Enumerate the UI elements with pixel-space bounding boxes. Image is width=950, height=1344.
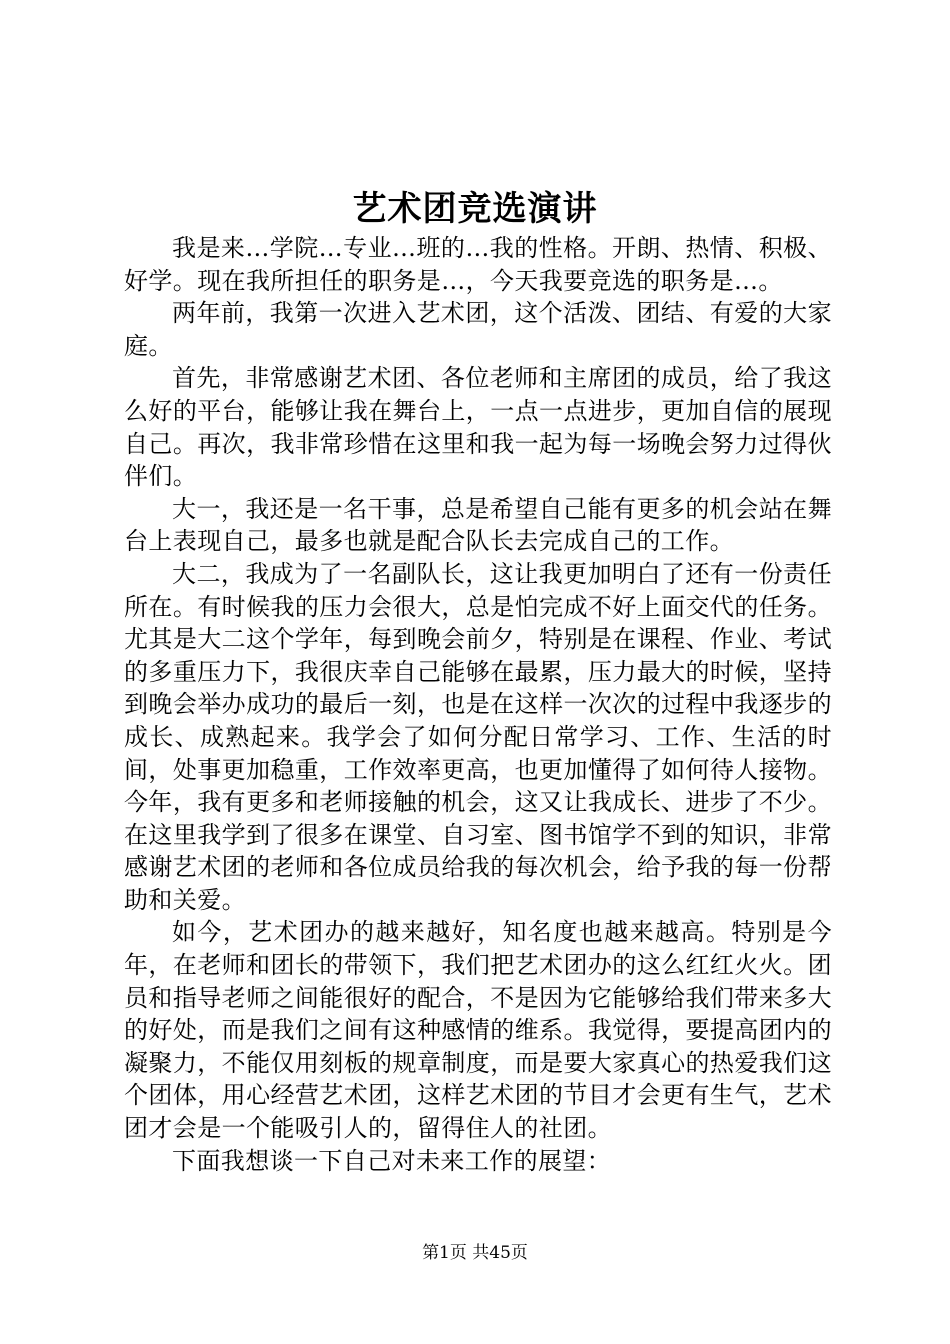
paragraph-nowadays: 如今，艺术团办的越来越好，知名度也越来越高。特别是今年，在老师和团长的带领下，我们把艺术团办的这么红红火火。团员和指导老师之间能很好的配合，不是因为它能够给我们带来多大的好处，而是我们之间有这种感情的维系。我觉得，要提高团内的凝聚力，不能仅用刻板的规章制度，而是要大家真心的热爱我们这个团体，用心经营艺术团，这样艺术团的节目才会更有生气，艺术团才会是一个能吸引人的，留得住人的社团。 [124,918,832,1143]
document-title: 艺术团竞选演讲 [352,189,598,229]
paragraph-thanks: 首先，非常感谢艺术团、各位老师和主席团的成员，给了我这么好的平台，能够让我在舞台上，一点一点进步，更加自信的展现自己。再次，我非常珍惜在这里和我一起为每一场晚会努力过得伙伴们。 [124,364,832,491]
page-number-footer: 第1页 共45页 [422,1243,528,1263]
document-body [124,232,832,1177]
paragraph-intro: 我是来…学院…专业…班的…我的性格。开朗、热情、积极、好学。现在我所担任的职务是…，今天我要竞选的职务是…。 [124,234,832,295]
paragraph-outlook: 下面我想谈一下自己对未来工作的展望： [172,1146,612,1175]
paragraph-first-year: 大一，我还是一名干事，总是希望自己能有更多的机会站在舞台上表现自己，最多也就是配合队长去完成自己的工作。 [124,494,832,556]
paragraph-two-years-ago: 两年前，我第一次进入艺术团，这个活泼、团结、有爱的大家庭。 [124,299,832,360]
paragraph-second-year: 大二，我成为了一名副队长，这让我更加明白了还有一份责任所在。有时候我的压力会很大，总是怕完成不好上面交代的任务。尤其是大二这个学年，每到晚会前夕，特别是在课程、作业、考试的多重压力下，我很庆幸自己能够在最累，压力最大的时候，坚持到晚会举办成功的最后一刻，也是在这样一次次的过程中我逐步的成长、成熟起来。我学会了如何分配日常学习、工作、生活的时间，处事更加稳重，工作效率更高，也更加懂得了如何待人接物。今年，我有更多和老师接触的机会，这又让我成长、进步了不少。在这里我学到了很多在课堂、自习室、图书馆学不到的知识，非常感谢艺术团的老师和各位成员给我的每次机会，给予我的每一份帮助和关爱。 [124,559,832,914]
